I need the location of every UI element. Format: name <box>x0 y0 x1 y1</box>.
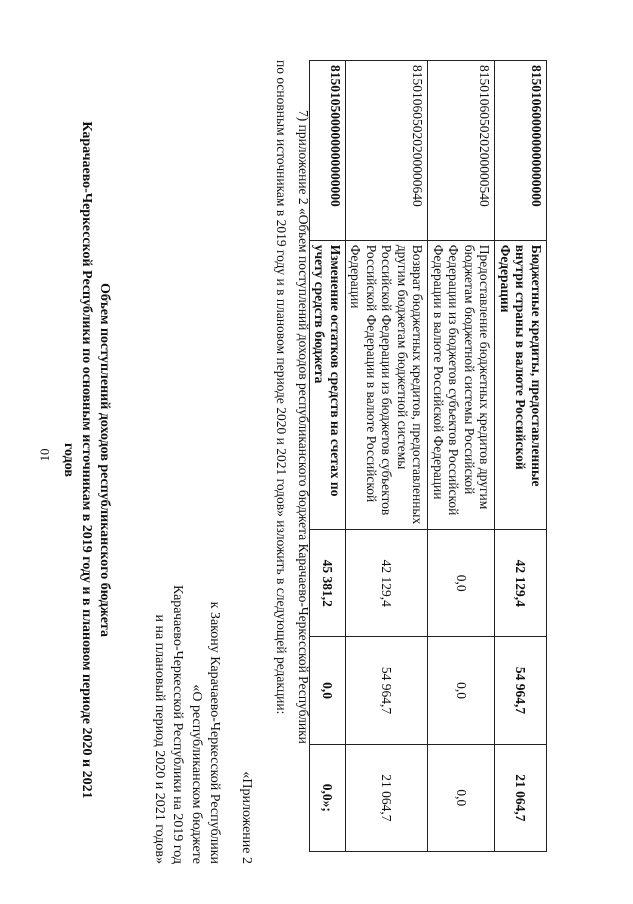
row-code: 815010605020200000640 <box>345 61 428 241</box>
row-value-2019: 0,0 <box>428 530 495 637</box>
row-name: Предоставление бюджетных кредитов другим бюджетам бюджетной системы Российской Федерации из бюджетов субъектов Российской Федерации в валюте Российской Федерации <box>428 240 495 529</box>
table-row <box>495 61 547 852</box>
heading-line: годов <box>60 443 76 477</box>
section-heading <box>58 60 113 860</box>
annex-line: к Закону Карачаево-Черкесской Республики <box>206 601 222 864</box>
heading-line: Объем поступлений доходов республиканского бюджета <box>97 283 112 637</box>
row-value-2019: 45 381,2 <box>309 530 345 637</box>
annex-line: «О республиканском бюджете <box>188 684 204 864</box>
table-row <box>345 61 428 852</box>
row-value-2020: 54 964,7 <box>495 637 547 744</box>
amendment-paragraph-line-2: по основным источникам в 2019 году и в плановом периоде 2020 и 2021 годов» изложить в следующей редакции: <box>274 60 289 715</box>
row-code: 815010605020200000540 <box>428 61 495 241</box>
row-name: Возврат бюджетных кредитов, предоставленных другим бюджетам бюджетной системы Российской Федерации из бюджетов субъектов Российской Федерации в валюте Российской Федерации <box>345 240 428 529</box>
row-code: 815010500000000000000 <box>309 61 345 241</box>
row-code: 815010600000000000000 <box>495 61 547 241</box>
page-number: 10 <box>37 448 52 462</box>
row-name: Изменение остатков средств на счетах по учету средств бюджета <box>309 240 345 529</box>
row-value-2021: 21 064,7 <box>345 744 428 851</box>
row-value-2020: 0,0 <box>309 637 345 744</box>
annex-line: и на плановый период 2020 и 2021 годов» <box>152 614 168 864</box>
row-value-2021: 0,0»; <box>309 744 345 851</box>
annex-line: Карачаево-Черкесской Республики на 2019 год <box>170 584 186 864</box>
heading-line: Карачаево-Черкесской Республики по основным источникам в 2019 году и в плановом периоде 2020 и 2021 <box>78 121 94 799</box>
table-row <box>309 61 345 852</box>
annex-title: «Приложение 2 <box>239 771 254 864</box>
row-value-2019: 42 129,4 <box>495 530 547 637</box>
row-value-2020: 54 964,7 <box>345 637 428 744</box>
table-row <box>428 61 495 852</box>
row-value-2020: 0,0 <box>428 637 495 744</box>
row-value-2021: 21 064,7 <box>495 744 547 851</box>
row-value-2021: 0,0 <box>428 744 495 851</box>
annex-header <box>150 444 255 864</box>
amendment-paragraph-line-1: 7) приложение 2 «Объем поступлений доходов республиканского бюджета Карачаево-Черкесской Республики <box>296 110 311 744</box>
row-value-2019: 42 129,4 <box>345 530 428 637</box>
budget-sources-table <box>309 60 547 852</box>
row-name: Бюджетные кредиты, предоставленные внутри страны в валюте Российской Федерации <box>495 240 547 529</box>
